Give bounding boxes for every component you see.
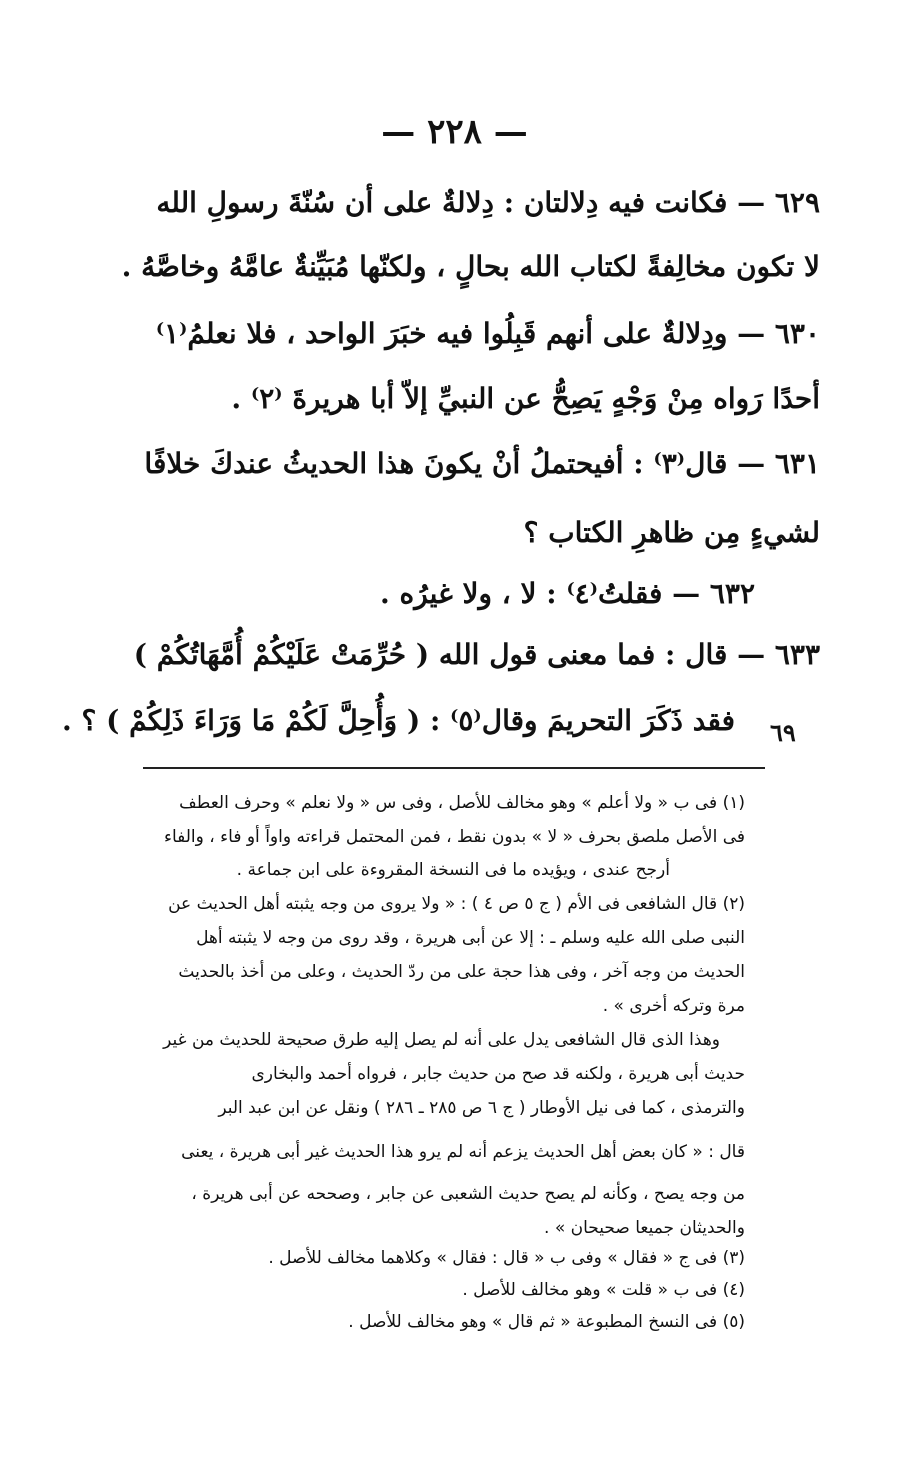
footnote-2-line-5: وهذا الذى قال الشافعى يدل على أنه لم يصل إليه طرق صحيحة للحديث من غير bbox=[163, 1030, 720, 1050]
footnote-1-line-2: فى الأصل ملصق بحرف « لا » بدون نقط ، فمن المحتمل قراءته واواً أو فاء ، والفاء bbox=[163, 827, 745, 847]
footnote-2-line-4: مرة وتركه أخرى » . bbox=[602, 996, 745, 1016]
paragraph-629-line-1: ٦٢٩ — فكانت فيه دِلالتان : دِلالةٌ على أن سُنّةَ رسولِ الله bbox=[156, 186, 820, 219]
footnote-5: (٥) فى النسخ المطبوعة « ثم قال » وهو مخالف للأصل . bbox=[348, 1312, 745, 1332]
footnote-4: (٤) فى ب « قلت » وهو مخالف للأصل . bbox=[462, 1280, 745, 1300]
paragraph-631-line-1: ٦٣١ — قال⁽٣⁾ : أفيحتملُ أنْ يكونَ هذا الحديثُ عندكَ خلافًا bbox=[144, 447, 820, 480]
footnote-2-line-3: الحديث من وجه آخر ، وفى هذا حجة على من ردّ الحديث ، وعلى من أخذ بالحديث bbox=[178, 962, 745, 982]
paragraph-633-line-2: فقد ذَكَرَ التحريمَ وقال⁽٥⁾ : ( وَأُحِلَّ لَكُمْ مَا وَرَاءَ ذَلِكُمْ ) ؟ . bbox=[62, 704, 735, 737]
paragraph-633-line-1: ٦٣٣ — قال : فما معنى قول الله ( حُرِّمَتْ عَلَيْكُمْ أُمَّهَاتُكُمْ ) bbox=[133, 638, 820, 671]
footnote-2-line-2: النبى صلى الله عليه وسلم ـ : إلا عن أبى هريرة ، وقد روى من وجه لا يثبته أهل bbox=[196, 928, 745, 948]
footnote-2-line-6: حديث أبى هريرة ، ولكنه قد صح من حديث جابر ، فرواه أحمد والبخارى bbox=[251, 1064, 745, 1084]
footnote-1-line-1: (١) فى ب « ولا أعلم » وهو مخالف للأصل ، وفى س « ولا نعلم » وحرف العطف bbox=[179, 793, 745, 813]
footnote-1-line-3: أرجح عندى ، ويؤيده ما فى النسخة المقروءة على ابن جماعة . bbox=[236, 860, 670, 880]
paragraph-630-line-2: أحدًا رَواه مِنْ وَجْهٍ يَصِحُّ عن النبيِّ إلاّ أبا هريرةَ ⁽٢⁾ . bbox=[231, 382, 820, 415]
paragraph-631-line-2: لشيءٍ مِن ظاهرِ الكتاب ؟ bbox=[523, 516, 820, 549]
footnote-2-line-10: والحديثان جميعا صحيحان » . bbox=[544, 1218, 745, 1238]
margin-paragraph-number: ٦٩ bbox=[770, 718, 796, 747]
footnote-2-line-1: (٢) قال الشافعى فى الأم ( ج ٥ ص ٤ ) : « ولا يروى من وجه يثبته أهل الحديث عن bbox=[168, 894, 745, 914]
footnote-2-line-8: قال : « كان بعض أهل الحديث يزعم أنه لم يرو هذا الحديث غير أبى هريرة ، يعنى bbox=[181, 1142, 745, 1162]
paragraph-632: ٦٣٢ — فقلتُ⁽٤⁾ : لا ، ولا غيرُه . bbox=[380, 577, 755, 610]
paragraph-629-line-2: لا تكون مخالِفةً لكتاب الله بحالٍ ، ولكنّها مُبَيِّنةٌ عامَّهُ وخاصَّهُ . bbox=[121, 250, 820, 283]
paragraph-630-line-1: ٦٣٠ — ودِلالةٌ على أنهم قَبِلُوا فيه خبَرَ الواحد ، فلا نعلمُ⁽١⁾ bbox=[155, 317, 820, 350]
footnote-2-line-9: من وجه يصح ، وكأنه لم يصح حديث الشعبى عن جابر ، وصححه عن أبى هريرة ، bbox=[191, 1184, 745, 1204]
footnote-2-line-7: والترمذى ، كما فى نيل الأوطار ( ج ٦ ص ٢٨٥ ـ ٢٨٦ ) ونقل عن ابن عبد البر bbox=[218, 1098, 745, 1118]
footnote-3: (٣) فى ج « فقال » وفى ب « قال : فقال » وكلاهما مخالف للأصل . bbox=[268, 1248, 745, 1268]
page-number: — ٢٢٨ — bbox=[381, 112, 528, 152]
footnote-divider bbox=[143, 767, 765, 769]
